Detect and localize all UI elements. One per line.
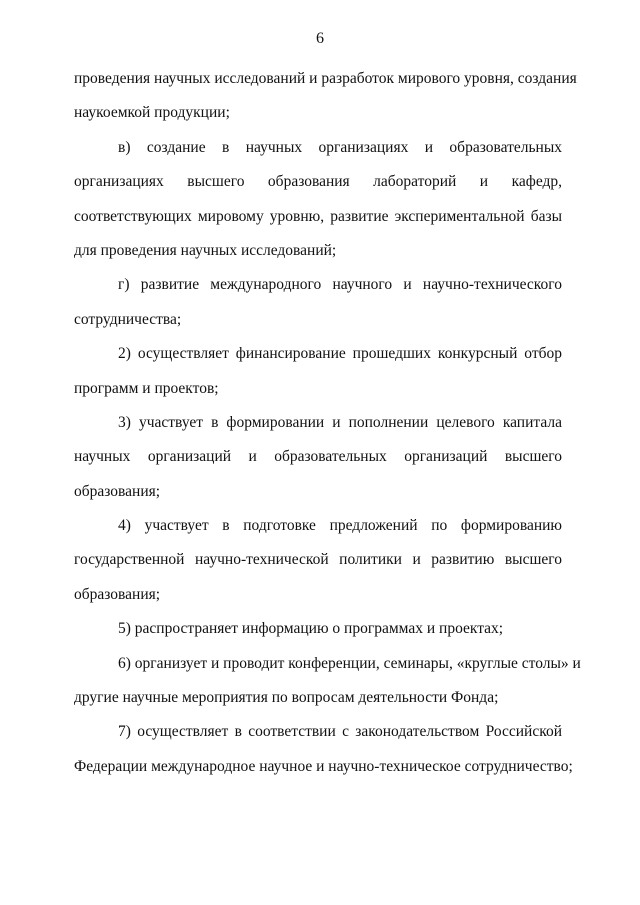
text-line: образования;: [74, 482, 161, 500]
text-line: Федерации международное научное и научно-техническое сотрудничество;: [74, 757, 573, 775]
text-line: программ и проектов;: [74, 379, 219, 397]
list-item-g-line-1: г) развитие международного научного и научно-технического: [118, 276, 562, 294]
text-line: проведения научных исследований и разработок мирового уровня, создания: [74, 70, 577, 87]
text-line: наукоемкой продукции;: [74, 104, 230, 122]
list-item-5-line-1: 5) распространяет информацию о программах и проектах;: [118, 620, 504, 638]
text-line: соответствующих мировому уровню, развитие экспериментальной базы: [74, 207, 562, 225]
page-number: 6: [316, 30, 324, 47]
text-line: организациях высшего образования лабораторий и кафедр,: [74, 173, 562, 191]
text-line: для проведения научных исследований;: [74, 241, 337, 259]
text-line: научных организаций и образовательных организаций высшего: [74, 448, 562, 466]
list-item-6-line-1: 6) организует и проводит конференции, семинары, «круглые столы» и: [118, 654, 581, 672]
list-item-7-line-1: 7) осуществляет в соответствии с законодательством Российской: [118, 723, 562, 741]
list-item-v-line-1: в) создание в научных организациях и образовательных: [118, 138, 562, 156]
text-line: образования;: [74, 585, 161, 603]
text-line: государственной научно-технической политики и развитию высшего: [74, 551, 562, 569]
text-line: другие научные мероприятия по вопросам деятельности Фонда;: [74, 689, 499, 707]
list-item-4-line-1: 4) участвует в подготовке предложений по формированию: [118, 517, 562, 535]
list-item-2-line-1: 2) осуществляет финансирование прошедших конкурсный отбор: [118, 345, 562, 363]
document-body: [74, 62, 581, 784]
list-item-3-line-1: 3) участвует в формировании и пополнении целевого капитала: [118, 413, 562, 431]
text-line: сотрудничества;: [74, 310, 182, 328]
